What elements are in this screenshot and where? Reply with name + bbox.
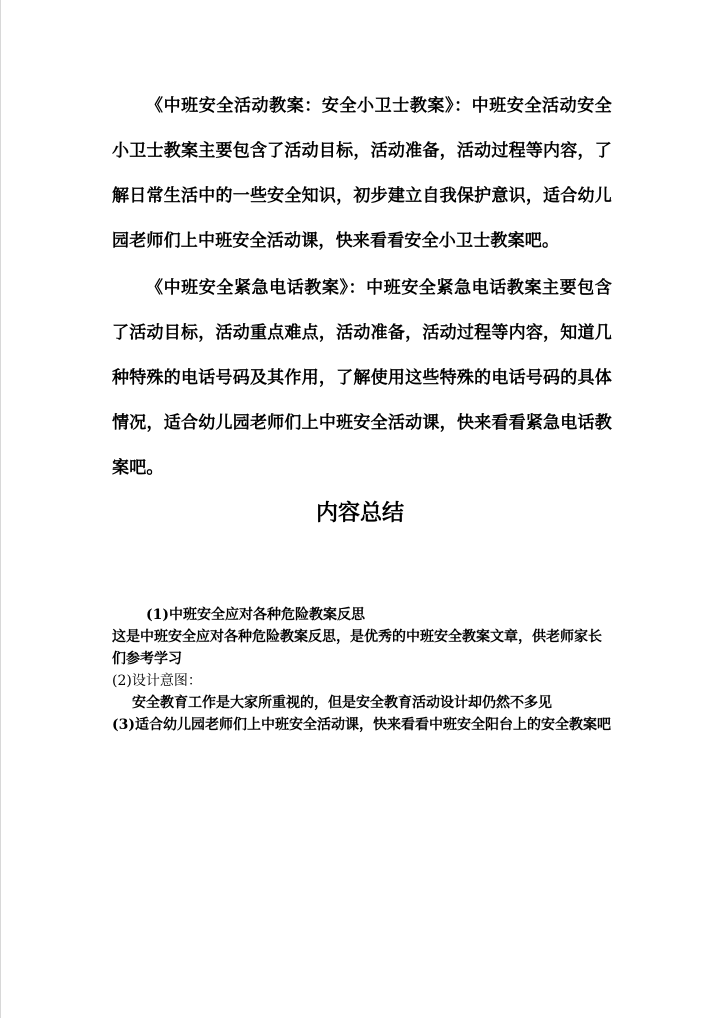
paragraph-emergency-phone: 《中班安全紧急电话教案》：中班安全紧急电话教案主要包含了活动目标，活动重点难点，活动准备，活动过程等内容，知道几种特殊的电话号码及其作用，了解使用这些特殊的电话号码的具体情况，适合幼儿园老师们上中班安全活动课，快来看看紧急电话教案吧。: [112, 278, 612, 478]
summary-item2-body: 安全教育工作是大家所重视的，但是安全教育活动设计却仍然不多见: [132, 695, 552, 711]
summary-item3: (3)适合幼儿园老师们上中班安全活动课，快来看看中班安全阳台上的安全教案吧: [112, 717, 611, 733]
summary-item1-body: 这是中班安全应对各种危险教案反思，是优秀的中班安全教案文章，供老师家长们参考学习: [112, 629, 602, 667]
section-title-summary: 内容总结: [315, 501, 404, 526]
paragraph-safety-guard: 《中班安全活动教案：安全小卫士教案》：中班安全活动安全小卫士教案主要包含了活动目标，活动准备，活动过程等内容，了解日常生活中的一些安全知识，初步建立自我保护意识，适合幼儿园老师们上中班安全活动课，快来看看安全小卫士教案吧。: [112, 96, 612, 251]
summary-item2-heading: (2)设计意图：: [112, 673, 202, 689]
summary-item1-heading: (1)中班安全应对各种危险教案反思: [146, 607, 365, 623]
summary-block: [112, 604, 612, 736]
